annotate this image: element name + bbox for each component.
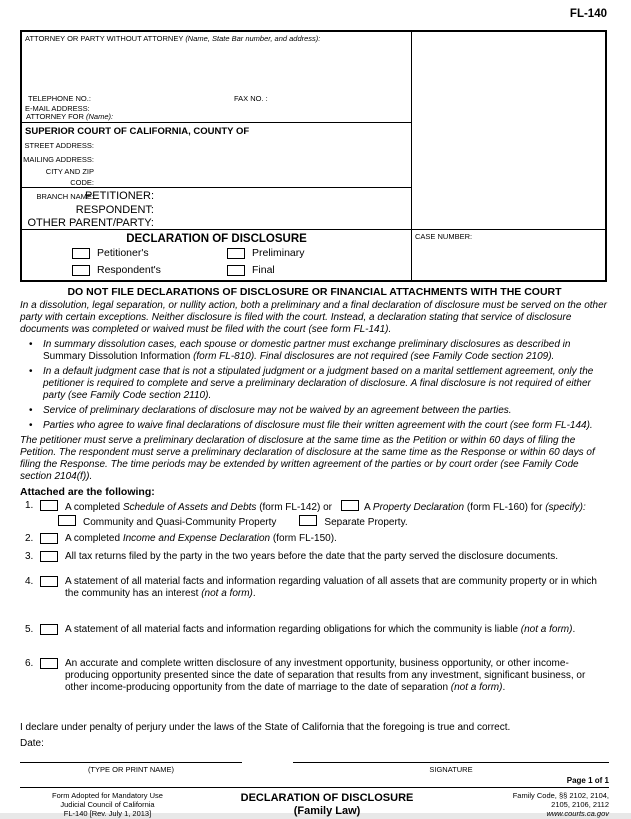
item-1-text — [65, 500, 609, 514]
attached-item-5 — [20, 624, 609, 636]
text-segment: (not a form) — [201, 588, 253, 599]
respondents-checkbox[interactable] — [72, 265, 90, 276]
text-segment: (form FL-160) for — [464, 502, 546, 513]
mailing-address-label: MAILING ADDRESS: — [23, 154, 94, 164]
text-segment: Property Declaration — [372, 502, 465, 513]
declaration-title-box — [22, 229, 412, 280]
footer-adoption-info: Form Adopted for Mandatory Use Judicial Council of California FL-140 [Rev. July 1, 2013] — [52, 791, 163, 819]
perjury-declaration: I declare under penalty of perjury under the laws of the State of California that the foregoing is true and correct. — [20, 722, 511, 733]
signature-section — [20, 762, 609, 774]
bullet-summary-dissolution — [20, 339, 609, 363]
bullet-waive-final — [20, 420, 609, 432]
courts-website-link[interactable]: www.courts.ca.gov — [546, 809, 609, 819]
attached-item-2 — [20, 533, 609, 545]
print-name-label: (TYPE OR PRINT NAME) — [87, 765, 175, 774]
text-segment: (Name): — [86, 112, 114, 121]
text-segment: (form FL-810). Final disclosures are not required (see Family Code section 2109). — [193, 351, 555, 362]
text-segment: In a default judgment case that is not a stipulated judgment or a judgment based on a marital settlement agreement, only the petitioner is required to complete and serve a preliminary declaration of disclosure. A final disclosure is not required of either party (see Family Code section 2110). — [43, 366, 594, 401]
text-segment: ATTORNEY FOR — [26, 112, 87, 121]
case-number-label: CASE NUMBER: — [415, 232, 473, 241]
text-segment: A completed — [65, 533, 123, 544]
footer-code-references: Family Code, §§ 2102, 2104, 2105, 2106, 2112 www.courts.ca.gov — [459, 791, 609, 819]
checkbox[interactable] — [341, 500, 359, 511]
item-2-text — [65, 533, 609, 545]
text-segment: Income and Expense Declaration — [122, 533, 271, 544]
email-label: E-MAIL ADDRESS: — [25, 104, 90, 113]
text-segment: (not a form) — [450, 682, 503, 693]
attached-item-6 — [20, 658, 609, 694]
item-3-text — [65, 551, 609, 563]
city-zip-label: CITY AND ZIP CODE: — [45, 166, 94, 188]
attached-item-3 — [20, 551, 609, 563]
other-party-label: OTHER PARENT/PARTY: — [27, 217, 154, 229]
text-segment: A statement of all material facts and information regarding obligations for which the community is liable — [65, 624, 521, 635]
signature-field[interactable] — [293, 762, 609, 774]
print-name-field[interactable] — [20, 762, 242, 774]
date-field[interactable] — [20, 738, 609, 750]
closing-paragraph: The petitioner must serve a preliminary declaration of disclosure at the same time as the Petition or within 60 days of filing the Petition. The respondent must serve a preliminary declaration of disclosure at the same time as the Response or within 60 days of filing the Response. The time periods may be extended by written agreement of the parties or by court order (see Family Code section 2104(f)). — [20, 435, 595, 482]
footer-form-title: DECLARATION OF DISCLOSURE (Family Law) — [240, 792, 414, 817]
bullet-icon: • — [29, 366, 33, 377]
text-segment: An accurate and complete written disclosure of any investment opportunity, business opportunity, or other income-producing opportunity presented since the date of separation that results from any investment, significant business, or other income-producing opportunity from the date of marriage to the date of separation — [65, 658, 586, 693]
case-number-box[interactable] — [412, 229, 605, 280]
date-label: Date: — [20, 738, 44, 749]
attached-item-4 — [20, 576, 609, 600]
court-use-stamp-area — [412, 32, 605, 229]
petitioners-checkbox[interactable] — [72, 248, 90, 259]
signature-label: SIGNATURE — [429, 765, 473, 774]
form-footer — [20, 791, 609, 819]
text-segment: A completed — [65, 502, 123, 513]
item-5-text — [65, 624, 609, 636]
text-segment: . — [572, 624, 576, 635]
item-3-number: 3. — [25, 551, 34, 562]
bullet-icon: • — [29, 339, 33, 350]
text-segment: Service of preliminary declarations of disclosure may not be waived by an agreement between the parties. — [43, 405, 512, 416]
item-1-number: 1. — [25, 500, 34, 511]
form-title: DECLARATION OF DISCLOSURE — [126, 233, 307, 245]
final-checkbox[interactable] — [227, 265, 245, 276]
court-title: SUPERIOR COURT OF CALIFORNIA, COUNTY OF — [25, 126, 250, 137]
item-6-text — [65, 658, 609, 694]
text-segment: (specify): — [545, 502, 586, 513]
text-segment: (form FL-150). — [270, 533, 337, 544]
text-segment: All tax returns filed by the party in the two years before the date that the party served the disclosure documents. — [65, 551, 559, 562]
respondents-label: Respondent's — [97, 264, 161, 276]
text-segment: (Name, State Bar number, and address): — [185, 34, 321, 43]
street-address-label: STREET ADDRESS: — [24, 141, 94, 150]
text-segment: Summary Dissolution Information — [43, 351, 194, 362]
item-4-number: 4. — [25, 576, 34, 587]
respondent-label: RESPONDENT: — [75, 203, 154, 216]
party-names-box[interactable] — [22, 187, 412, 229]
attached-item-1 — [20, 500, 609, 514]
footer-divider — [20, 787, 609, 788]
text-segment: (not a form) — [520, 624, 573, 635]
attached-item-1-options — [49, 515, 609, 529]
checkbox[interactable] — [299, 515, 317, 526]
text-segment: (form FL-142) or — [256, 502, 332, 513]
form-header-table — [20, 30, 607, 282]
bullet-service-waiver — [20, 405, 609, 417]
form-number: FL-140 — [569, 8, 607, 20]
item-3-checkbox[interactable] — [40, 551, 58, 562]
text-segment: Schedule of Assets and Debts — [122, 502, 257, 513]
text-segment: . — [252, 588, 256, 599]
text-segment: Community and Quasi-Community Property — [83, 517, 277, 528]
text-segment: Separate Property. — [324, 517, 408, 528]
attached-heading: Attached are the following: — [20, 486, 155, 498]
text-segment: ATTORNEY OR PARTY WITHOUT ATTORNEY — [25, 34, 186, 43]
text-segment: In summary dissolution cases, each spouse or domestic partner must exchange preliminary disclosures as described in — [43, 339, 571, 350]
text-segment: Parties who agree to waive final declarations of disclosure must file their written agreement with the court (see form FL-144). — [43, 420, 593, 431]
bullet-default-judgment — [20, 366, 609, 402]
item-5-number: 5. — [25, 624, 34, 635]
intro-paragraph: In a dissolution, legal separation, or nullity action, both a preliminary and a final declaration of disclosure must be served on the other party with certain exceptions. Neither disclosure is filed with the court. Instead, a declaration stating that service of disclosure documents was completed or waived must be filed with the court (see form FL-141). — [20, 300, 608, 335]
preliminary-label: Preliminary — [252, 247, 305, 259]
final-label: Final — [252, 264, 275, 276]
attorney-info-box[interactable] — [22, 32, 412, 122]
attorney-caption — [22, 32, 411, 45]
branch-name-label: BRANCH NAME: — [36, 192, 94, 202]
checkbox[interactable] — [58, 515, 76, 526]
item-4-checkbox[interactable] — [40, 576, 58, 587]
item-4-text — [65, 576, 609, 600]
bullet-icon: • — [29, 405, 33, 416]
item-2-checkbox[interactable] — [40, 533, 58, 544]
attorney-for-label — [26, 112, 113, 121]
form-body — [20, 282, 609, 819]
page-indicator: Page 1 of 1 — [566, 776, 609, 785]
item-6-checkbox[interactable] — [40, 658, 58, 669]
text-segment: A statement of all material facts and information regarding valuation of all assets that are community property or in which the community has an interest — [65, 576, 597, 599]
text-segment: A — [364, 502, 373, 513]
bullet-icon: • — [29, 420, 33, 431]
item-5-checkbox[interactable] — [40, 624, 58, 635]
item-1-checkbox[interactable] — [40, 500, 58, 511]
item-6-number: 6. — [25, 658, 34, 669]
text-segment: . — [502, 682, 506, 693]
do-not-file-heading: DO NOT FILE DECLARATIONS OF DISCLOSURE OR FINANCIAL ATTACHMENTS WITH THE COURT — [67, 286, 562, 298]
petitioners-label: Petitioner's — [97, 247, 149, 259]
item-2-number: 2. — [25, 533, 34, 544]
telephone-label: TELEPHONE NO.: — [28, 94, 91, 103]
fax-label: FAX NO. : — [234, 94, 268, 103]
petitioner-label: PETITIONER: — [84, 190, 154, 202]
preliminary-checkbox[interactable] — [227, 248, 245, 259]
